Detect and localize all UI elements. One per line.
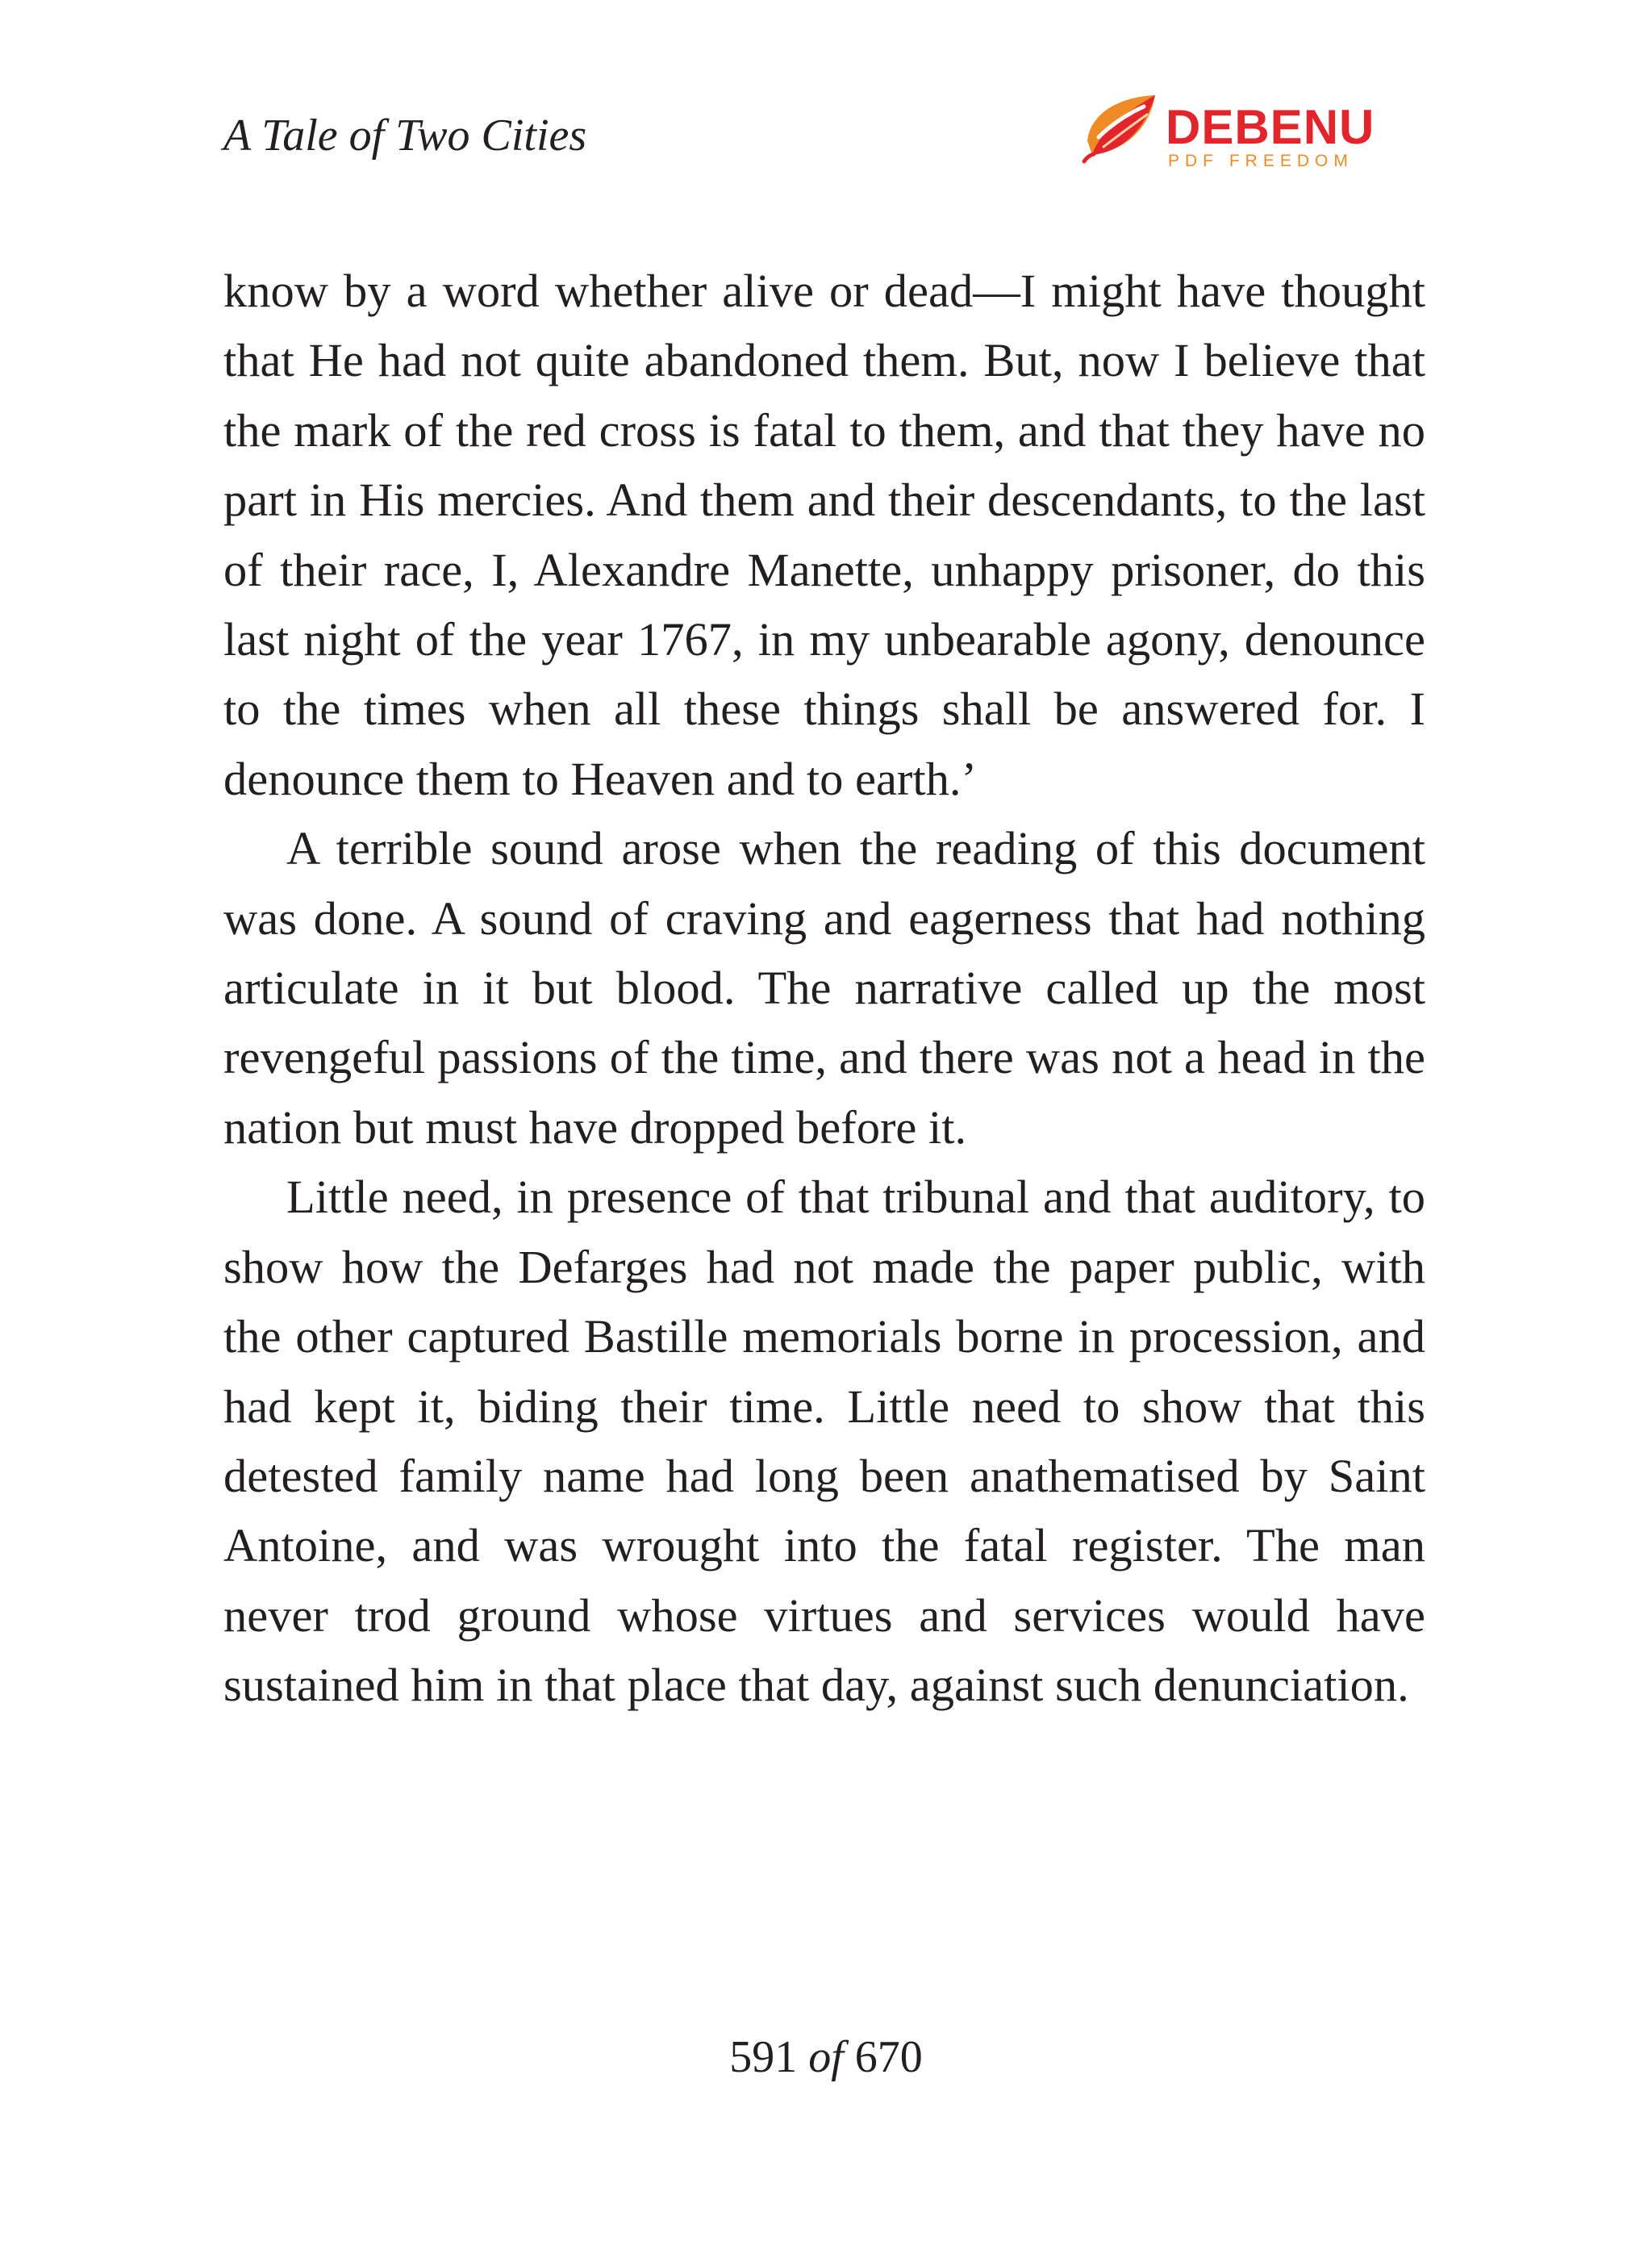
logo-wordmark: DEBENU — [1166, 100, 1375, 154]
of-label: of — [808, 2032, 844, 2082]
debenu-logo — [1081, 90, 1375, 179]
paragraph: know by a word whether alive or dead—I might have thought that He had not quite abandoned them. But, now I believe that the mark of the red cross is fatal to them, and that they have no part in His mercies. And them and their descendants, to the last of their race, I, Alexandre Manette, unhappy prisoner, do this last night of the year 1767, in my unbearable agony, denounce to the times when all these things shall be answered for. I denounce them to Heaven and to earth.’ — [223, 265, 1425, 805]
running-title: A Tale of Two Cities — [223, 111, 587, 161]
paragraph: A terrible sound arose when the reading of this document was done. A sound of craving and eagerness that had nothing articulate in it but blood. The narrative called up the most revengeful passions of the time, and there was not a head in the nation but must have dropped before it. — [223, 822, 1425, 1154]
total-pages: 670 — [854, 2032, 923, 2082]
current-page: 591 — [729, 2032, 798, 2082]
logo-tagline: PDF FREEDOM — [1168, 152, 1354, 170]
paragraph: Little need, in presence of that tribunal and that auditory, to show how the Defarges had not made the paper public, with the other captured Bastille memorials borne in procession, and had kept it, biding their time. Little need to show that this detested family name had long been anathematised by Saint Antoine, and was wrought into the fatal register. The man never trod ground whose virtues and services would have sustained him in that place that day, against such denunciation. — [223, 1171, 1425, 1712]
page-number — [0, 2025, 1652, 2089]
debenu-leaf-icon — [1081, 90, 1162, 171]
page-body — [223, 257, 1425, 1721]
